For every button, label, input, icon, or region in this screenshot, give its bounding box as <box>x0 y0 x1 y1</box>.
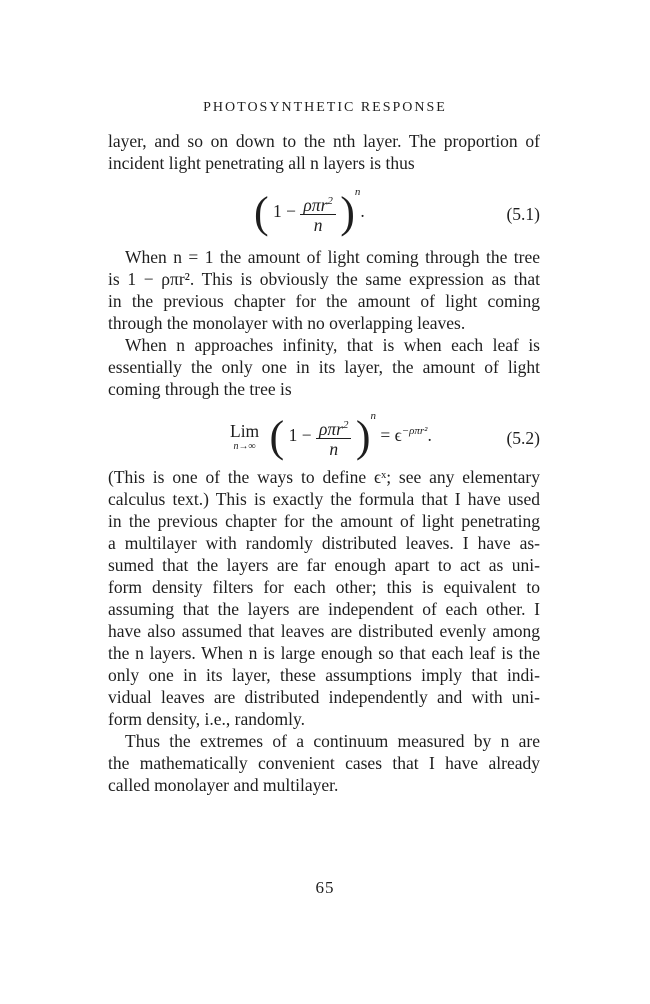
text-line: form density, i.e., randomly. <box>108 709 305 729</box>
text-line: form density filters for each other; this is equivalent to <box>108 577 540 597</box>
paragraph-3 <box>108 334 540 400</box>
epsilon-exponent: −ρπr² <box>401 425 428 438</box>
numerator-exponent: 2 <box>327 194 333 207</box>
text-line: layer, and so on down to the nth layer. The proportion of <box>108 131 540 151</box>
text-line: sumed that the layers are far enough apart to act as uni- <box>108 555 540 575</box>
text-line: When n approaches infinity, that is when each leaf is <box>125 335 540 355</box>
equation-period: . <box>360 201 365 221</box>
right-paren: ) <box>355 411 371 461</box>
text-line: only one in its layer, these assumptions imply that indi- <box>108 665 540 685</box>
text-line: Thus the extremes of a continuum measured by n are <box>125 731 540 751</box>
left-paren: ( <box>254 187 269 237</box>
fraction-denominator: n <box>329 439 339 460</box>
text-line: assuming that the layers are independent of each other. I <box>108 599 540 619</box>
text-line: vidual leaves are distributed independently and with uni- <box>108 687 540 707</box>
fraction-numerator <box>300 191 335 216</box>
text-line: (This is one of the ways to define ϵˣ; see any elementary <box>108 467 540 487</box>
fraction-numerator <box>316 415 351 440</box>
text-line: in the previous chapter for the amount of light penetrating <box>108 511 540 531</box>
page-number: 65 <box>315 878 335 897</box>
text-line: called monolayer and multilayer. <box>108 775 339 795</box>
text-line: in the previous chapter for the amount of light coming <box>108 291 540 311</box>
text-line: the mathematically convenient cases that I have already <box>108 753 540 773</box>
text-line: calculus text.) This is exactly the formula that I have used <box>108 489 540 509</box>
left-paren: ( <box>269 411 285 461</box>
outer-exponent: n <box>354 186 361 198</box>
fraction <box>316 415 351 460</box>
limit-label: Lim <box>230 421 260 442</box>
fraction <box>300 191 335 236</box>
numerator-text: ρπr <box>318 418 343 439</box>
text-line: have also assumed that leaves are distributed evenly among <box>108 621 540 641</box>
text-line: through the monolayer with no overlapping leaves. <box>108 313 466 333</box>
text-line: is 1 − ρπr². This is obviously the same expression as that <box>108 269 540 289</box>
equation-5-2 <box>108 410 540 468</box>
equation-body <box>230 410 432 459</box>
right-paren: ) <box>340 187 355 237</box>
fraction-denominator: n <box>313 215 323 236</box>
one-minus: 1 − <box>273 201 297 221</box>
numerator-text: ρπr <box>303 194 328 215</box>
equation-period: . <box>427 425 432 445</box>
paragraph-4 <box>108 466 540 730</box>
text-line: When n = 1 the amount of light coming through the tree <box>125 247 540 267</box>
paragraph-5 <box>108 730 540 796</box>
text-line: a multilayer with randomly distributed leaves. I have as- <box>108 533 540 553</box>
equation-5-1 <box>108 186 540 242</box>
text-line: coming through the tree is <box>108 379 292 399</box>
outer-exponent: n <box>370 410 376 422</box>
equation-body <box>254 186 365 235</box>
limit-subscript: n→∞ <box>233 441 256 453</box>
one-minus: 1 − <box>288 425 312 445</box>
paragraph-1 <box>108 130 540 174</box>
text-line: incident light penetrating all n layers is thus <box>108 153 415 173</box>
text-line: essentially the only one in its layer, the amount of light <box>108 357 540 377</box>
numerator-exponent: 2 <box>342 418 349 431</box>
equals-epsilon: = ϵ <box>380 425 402 445</box>
limit-operator <box>230 421 259 452</box>
running-header: PHOTOSYNTHETIC RESPONSE <box>203 100 447 115</box>
text-line: the n layers. When n is large enough so that each leaf is the <box>108 643 540 663</box>
equation-number: (5.1) <box>506 204 540 224</box>
equation-number: (5.2) <box>506 428 540 448</box>
paragraph-2 <box>108 246 540 334</box>
